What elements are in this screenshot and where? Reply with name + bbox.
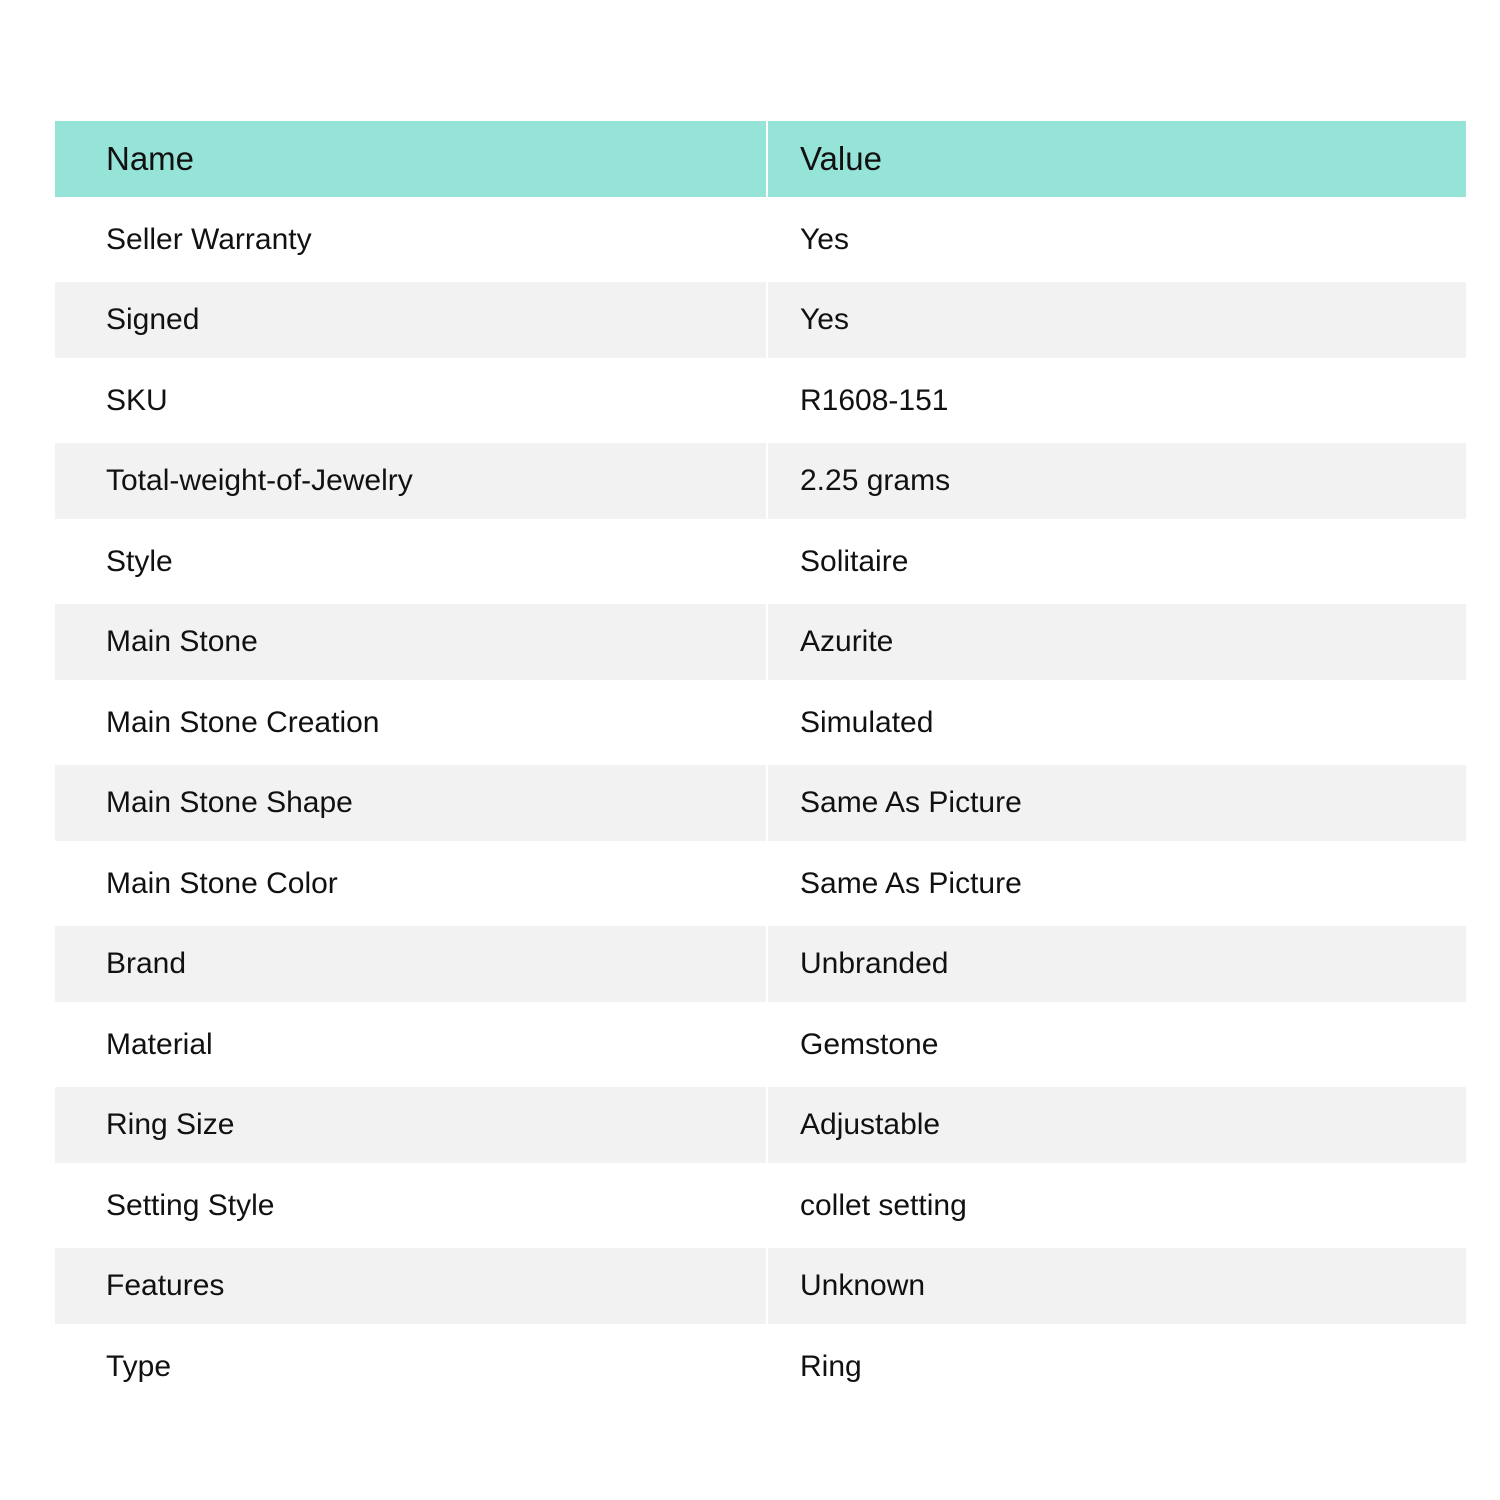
row-name-cell: Total-weight-of-Jewelry: [106, 464, 413, 497]
row-name-cell: Material: [106, 1027, 213, 1061]
table-header-row: [55, 121, 1466, 197]
row-value-cell: collet setting: [800, 1188, 967, 1222]
table-row: [55, 926, 1466, 1002]
table-row: [55, 1248, 1466, 1324]
table-row: [55, 443, 1466, 519]
row-value-cell: Same As Picture: [800, 786, 1022, 819]
table-row: [55, 1087, 1466, 1163]
row-name-cell: Type: [106, 1349, 172, 1383]
row-value-cell: Yes: [800, 222, 849, 256]
table-row: [55, 1324, 1466, 1409]
row-value-cell: Azurite: [800, 625, 894, 658]
row-value-cell: R1608-151: [800, 383, 949, 417]
row-name-cell: Ring Size: [106, 1108, 235, 1141]
row-value-cell: Same As Picture: [800, 866, 1022, 900]
table-row: [55, 1002, 1466, 1087]
table-row: [55, 765, 1466, 841]
row-name-cell: Setting Style: [106, 1188, 275, 1222]
row-value-cell: Ring: [800, 1349, 862, 1383]
row-value-cell: Simulated: [800, 705, 934, 739]
row-value-cell: Adjustable: [800, 1108, 941, 1141]
row-name-cell: Main Stone Creation: [106, 705, 380, 739]
table-row: [55, 519, 1466, 604]
row-value-cell: Yes: [800, 303, 849, 336]
table-row: [55, 282, 1466, 358]
table-row: [55, 197, 1466, 282]
header-name-cell: Name: [106, 140, 195, 177]
row-name-cell: Features: [106, 1269, 225, 1302]
header-value-cell: Value: [800, 140, 882, 177]
table-row: [55, 358, 1466, 443]
row-name-cell: Main Stone Color: [106, 866, 338, 900]
row-name-cell: Signed: [106, 303, 200, 336]
row-name-cell: Style: [106, 544, 173, 578]
row-name-cell: Main Stone Shape: [106, 786, 353, 819]
row-value-cell: Unbranded: [800, 947, 949, 980]
row-name-cell: Main Stone: [106, 625, 258, 658]
row-value-cell: Gemstone: [800, 1027, 939, 1061]
table-row: [55, 604, 1466, 680]
table-row: [55, 1163, 1466, 1248]
table-row: [55, 841, 1466, 926]
row-name-cell: SKU: [106, 383, 168, 417]
row-name-cell: Brand: [106, 947, 187, 980]
table-row: [55, 680, 1466, 765]
item-specifics-table: [55, 121, 1466, 1409]
row-value-cell: Unknown: [800, 1269, 926, 1302]
row-value-cell: 2.25 grams: [800, 464, 951, 497]
row-value-cell: Solitaire: [800, 544, 909, 578]
row-name-cell: Seller Warranty: [106, 222, 312, 256]
